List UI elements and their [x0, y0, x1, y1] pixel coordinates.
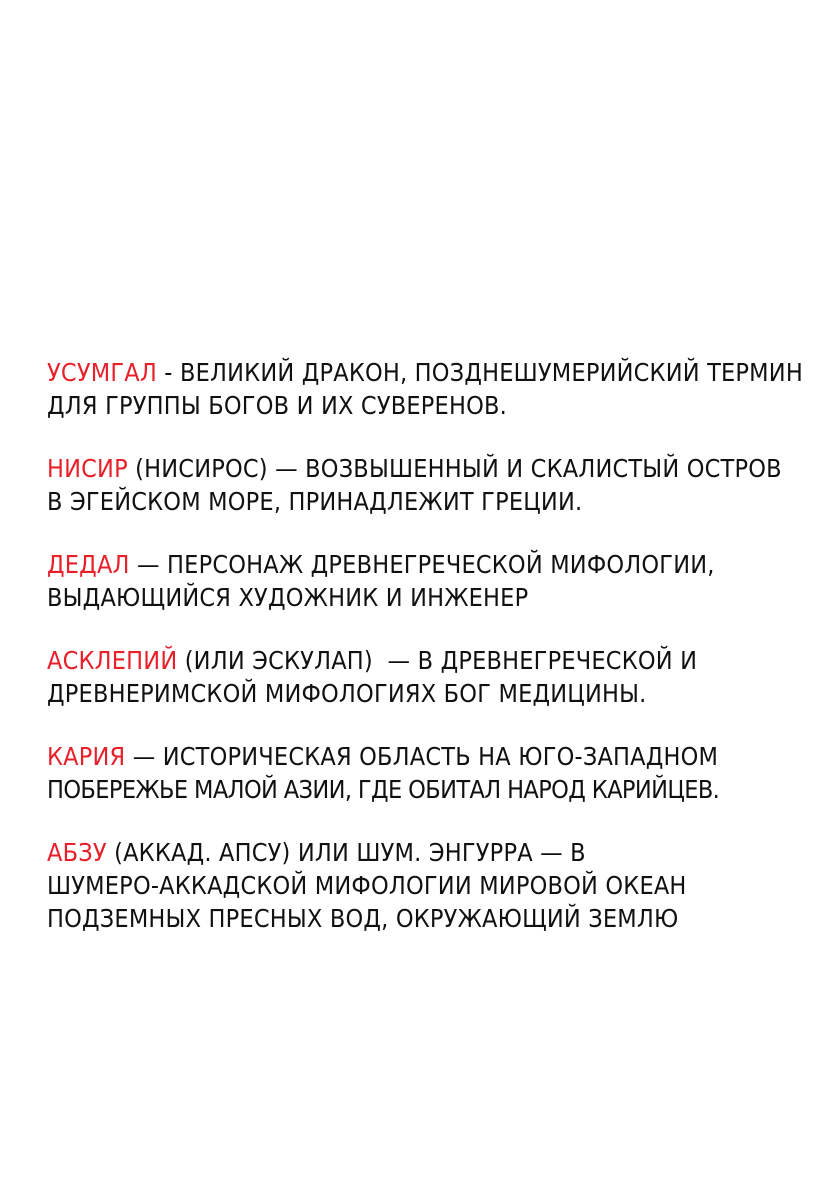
entry-term: НИСИР — [47, 454, 128, 483]
entry-line: В ЭГЕЙСКОМ МОРЕ, ПРИНАДЛЕЖИТ ГРЕЦИИ. — [47, 487, 583, 516]
glossary — [47, 356, 807, 965]
entry-definition: - ВЕЛИКИЙ ДРАКОН, ПОЗДНЕШУМЕРИЙСКИЙ ТЕРМИН — [156, 358, 803, 387]
entry-line: ПОДЗЕМНЫХ ПРЕСНЫХ ВОД, ОКРУЖАЮЩИЙ ЗЕМЛЮ — [47, 904, 679, 933]
entry-line: ДЛЯ ГРУППЫ БОГОВ И ИХ СУВЕРЕНОВ. — [47, 391, 507, 420]
glossary-entry-kariya — [47, 740, 807, 806]
entry-line: ШУМЕРО-АККАДСКОЙ МИФОЛОГИИ МИРОВОЙ ОКЕАН — [47, 871, 687, 900]
entry-term: АБЗУ — [47, 838, 107, 867]
entry-term: КАРИЯ — [47, 742, 126, 771]
glossary-entry-usumgal — [47, 356, 807, 422]
entry-line: ДРЕВНЕРИМСКОЙ МИФОЛОГИЯХ БОГ МЕДИЦИНЫ. — [47, 679, 647, 708]
glossary-entry-asklepiy — [47, 644, 807, 710]
entry-line: ПОБЕРЕЖЬЕ МАЛОЙ АЗИИ, ГДЕ ОБИТАЛ НАРОД КАРИЙЦЕВ. — [47, 775, 720, 804]
entry-line — [47, 644, 807, 677]
entry-definition: (АККАД. АПСУ) ИЛИ ШУМ. ЭНГУРРА — В — [106, 838, 586, 867]
entry-definition: — ИСТОРИЧЕСКАЯ ОБЛАСТЬ НА ЮГО-ЗАПАДНОМ — [125, 742, 719, 771]
entry-definition: (ИЛИ ЭСКУЛАП) — В ДРЕВНЕГРЕЧЕСКОЙ И — [177, 646, 698, 675]
entry-line — [47, 836, 807, 869]
entry-definition: (НИСИРОС) — ВОЗВЫШЕННЫЙ И СКАЛИСТЫЙ ОСТРОВ — [127, 454, 782, 483]
glossary-entry-nisir — [47, 452, 807, 518]
entry-line — [47, 548, 807, 581]
entry-line — [47, 356, 807, 389]
glossary-entry-dedal — [47, 548, 807, 614]
entry-line — [47, 452, 807, 485]
glossary-entry-abzu — [47, 836, 807, 935]
entry-line: ВЫДАЮЩИЙСЯ ХУДОЖНИК И ИНЖЕНЕР — [47, 583, 529, 612]
entry-term: УСУМГАЛ — [47, 358, 157, 387]
entry-definition: — ПЕРСОНАЖ ДРЕВНЕГРЕЧЕСКОЙ МИФОЛОГИИ, — [129, 550, 715, 579]
entry-line — [47, 740, 807, 773]
entry-term: АСКЛЕПИЙ — [47, 646, 178, 675]
entry-term: ДЕДАЛ — [47, 550, 130, 579]
